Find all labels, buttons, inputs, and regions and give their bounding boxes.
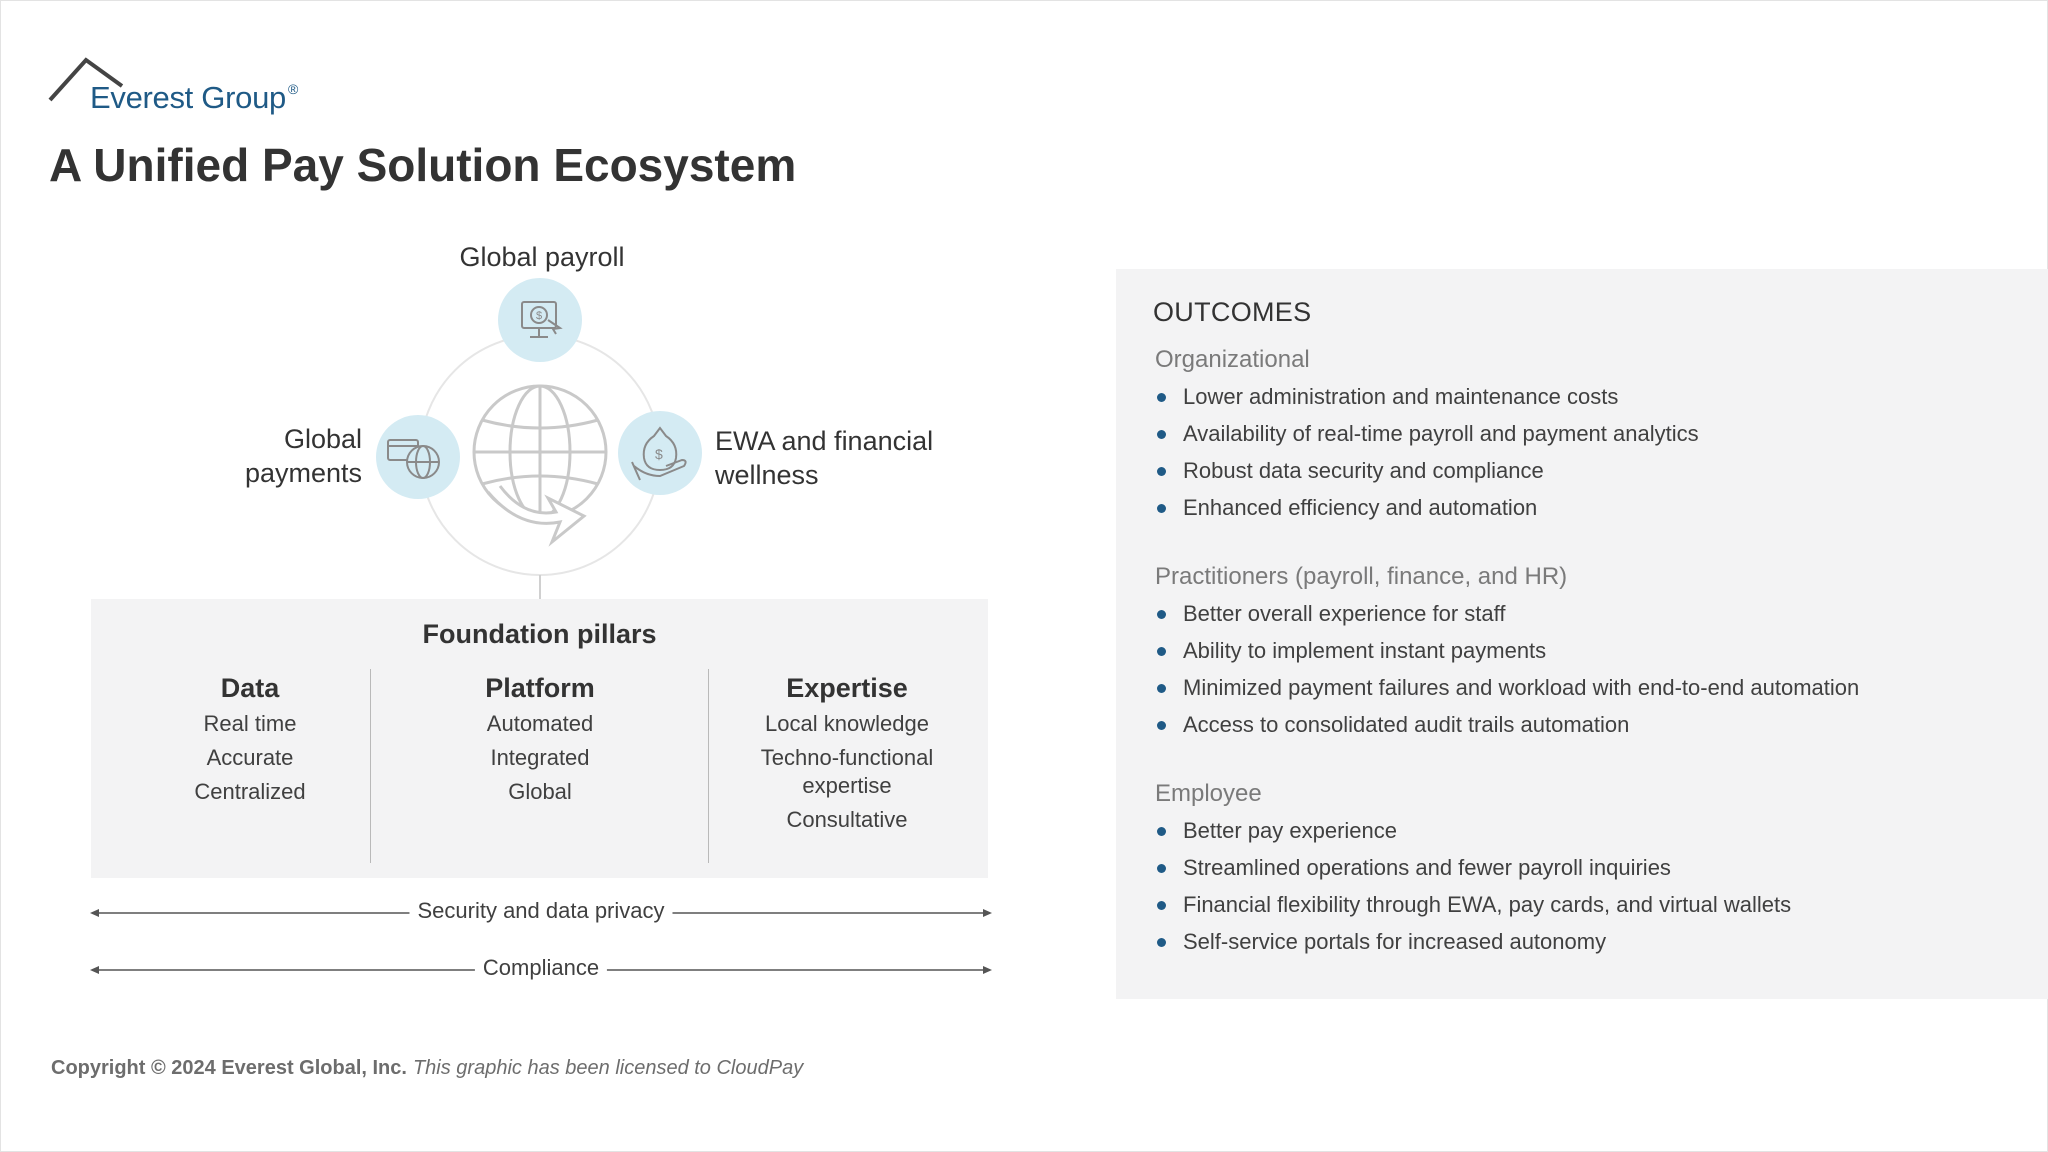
global-payroll-label: Global payroll — [459, 242, 625, 272]
outcomes-title: OUTCOMES — [1153, 297, 1312, 327]
list-item: Access to consolidated audit trails automation — [1155, 711, 1859, 748]
pillar-item: Real time — [203, 711, 297, 736]
outcomes-panel — [1116, 269, 2048, 999]
pillar-item: Local knowledge — [765, 711, 929, 736]
list-item: Robust data security and compliance — [1155, 457, 1699, 494]
ewa-node — [618, 411, 702, 495]
bullet-icon — [1157, 430, 1166, 439]
practitioners-list — [1155, 600, 1859, 748]
group-title-employee: Employee — [1155, 780, 1262, 807]
bullet-icon — [1157, 393, 1166, 402]
bullet-icon — [1157, 827, 1166, 836]
ewa-label: EWA and financial wellness — [715, 426, 934, 490]
list-item: Minimized payment failures and workload with end-to-end automation — [1155, 674, 1859, 711]
security-label: Security and data privacy — [409, 898, 672, 924]
license-note: This graphic has been licensed to CloudPay — [412, 1057, 804, 1079]
bullet-icon — [1157, 901, 1166, 910]
logo-text: Everest Group ® — [90, 80, 298, 115]
pillar-item: Techno-functional expertise — [760, 745, 934, 798]
bullet-icon — [1157, 938, 1166, 947]
compliance-span — [90, 955, 992, 985]
pillar-item: Centralized — [194, 779, 306, 804]
everest-group-logo — [48, 56, 298, 122]
copyright-text: Copyright © 2024 Everest Global, Inc. — [51, 1057, 407, 1079]
list-item: Better overall experience for staff — [1155, 600, 1859, 637]
list-item: Better pay experience — [1155, 817, 1791, 854]
page-title: A Unified Pay Solution Ecosystem — [49, 139, 797, 191]
pillar-item: Global — [508, 779, 572, 804]
list-item: Lower administration and maintenance costs — [1155, 383, 1699, 420]
svg-text:$: $ — [655, 446, 663, 462]
pillar-expertise — [747, 673, 947, 840]
pillar-heading: Platform — [485, 673, 595, 703]
global-payments-label: Global payments — [244, 424, 362, 488]
svg-text:$: $ — [536, 310, 543, 322]
employee-list — [1155, 817, 1791, 965]
bullet-icon — [1157, 721, 1166, 730]
group-title-practitioners: Practitioners (payroll, finance, and HR) — [1155, 563, 1568, 590]
bullet-icon — [1157, 864, 1166, 873]
list-item: Streamlined operations and fewer payroll inquiries — [1155, 854, 1791, 891]
pillar-item: Automated — [486, 711, 594, 736]
pillar-data — [95, 673, 405, 812]
bullet-icon — [1157, 467, 1166, 476]
pillar-item: Accurate — [206, 745, 294, 770]
ecosystem-diagram — [0, 230, 1100, 610]
group-title-organizational: Organizational — [1155, 346, 1310, 373]
bullet-icon — [1157, 504, 1166, 513]
pillar-item: Integrated — [490, 745, 590, 770]
compliance-label: Compliance — [475, 955, 607, 981]
pillars-title: Foundation pillars — [422, 619, 657, 649]
pillar-item: Consultative — [786, 807, 908, 832]
organizational-list — [1155, 383, 1699, 531]
list-item: Self-service portals for increased autonomy — [1155, 928, 1791, 965]
list-item: Ability to implement instant payments — [1155, 637, 1859, 674]
list-item: Availability of real-time payroll and payment analytics — [1155, 420, 1699, 457]
pillar-heading: Expertise — [786, 673, 908, 703]
pillar-divider — [708, 669, 709, 863]
ecosystem-graphic — [0, 230, 1100, 610]
bullet-icon — [1157, 684, 1166, 693]
globe-arrow-icon — [474, 386, 606, 542]
payroll-node — [498, 278, 582, 362]
pillar-platform — [385, 673, 695, 812]
copyright-footer — [51, 1057, 803, 1080]
bullet-icon — [1157, 647, 1166, 656]
list-item: Enhanced efficiency and automation — [1155, 494, 1699, 531]
foundation-pillars-box — [91, 599, 988, 878]
bullet-icon — [1157, 610, 1166, 619]
list-item: Financial flexibility through EWA, pay cards, and virtual wallets — [1155, 891, 1791, 928]
pillar-heading: Data — [220, 673, 280, 703]
security-span — [90, 898, 992, 928]
payments-node — [376, 415, 460, 499]
pillar-divider — [370, 669, 371, 863]
